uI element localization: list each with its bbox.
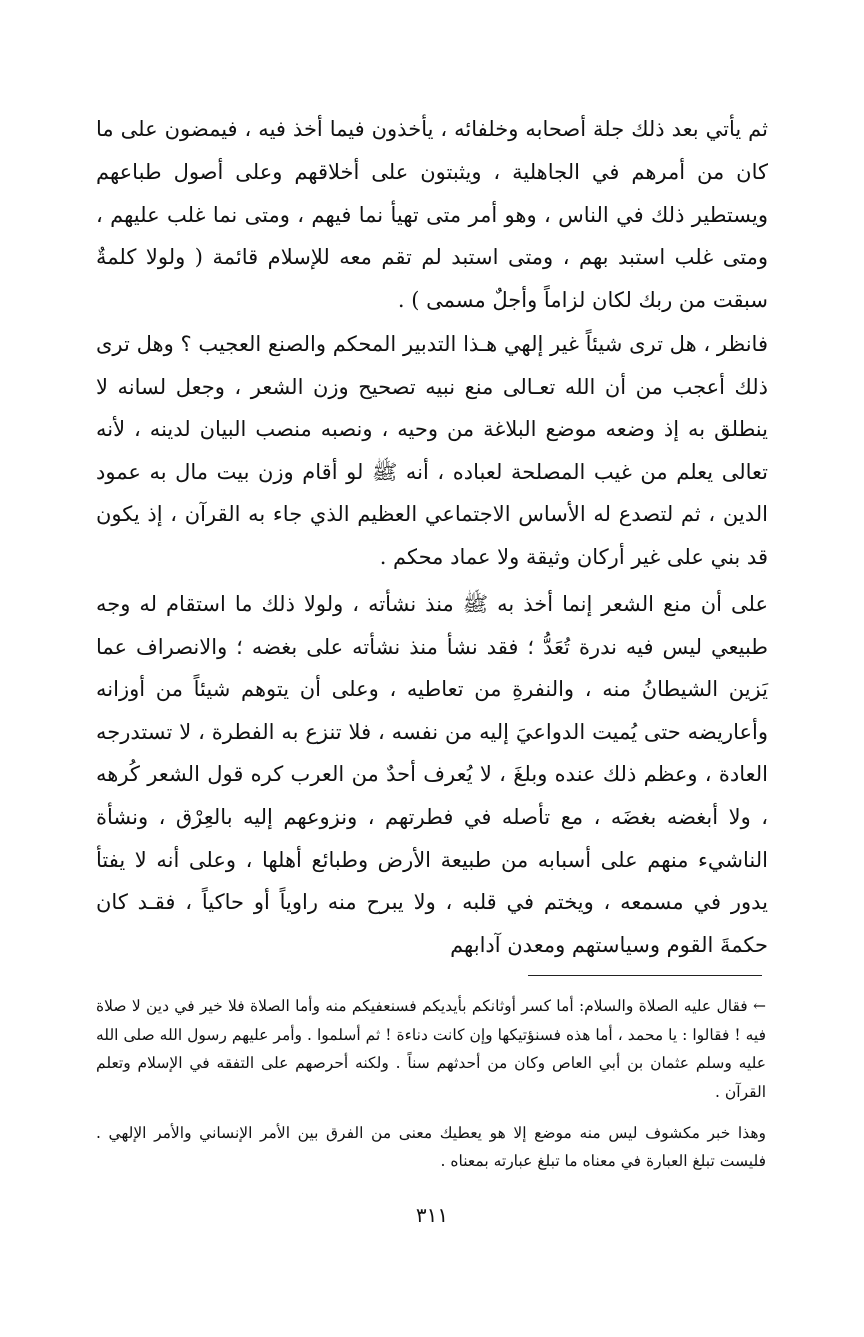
body-paragraph-2: فانظر ، هل ترى شيئاً غير إلهي هـذا التدبير المحكم والصنع العجيب ؟ وهل ترى ذلك أعجب من أن الله تعـالى منع نبيه تصحيح وزن الشعر ، وجعل لسانه لا ينطلق به إذ وضعه موضع البلاغة من وحيه ، ونصبه منصب البيان لدينه ، لأنه تعالى يعلم من غيب المصلحة لعباده ، أنه ﷺ لو أقام وزن بيت مال به عمود الدين ، ثم لتصدع له الأساس الاجتماعي العظيم الذي جاء به القرآن ، إذ يكون قد بني على غير أركان وثيقة ولا عماد محكم .: [96, 332, 768, 569]
body-paragraph-1: ثم يأتي بعد ذلك جلة أصحابه وخلفائه ، يأخذون فيما أخذ فيه ، فيمضون على ما كان من أمرهم في الجاهلية ، ويثبتون على أخلاقهم وعلى أصول طباعهم ويستطير ذلك في الناس ، وهو أمر متى تهيأ نما فيهم ، ومتى نما غلب عليهم ، ومتى غلب استبد بهم ، ومتى استبد لم تقم معه للإسلام قائمة ( ولولا كلمةٌ سبقت من ربك لكان لزاماً وأجلٌ مسمى ) .: [96, 117, 768, 313]
footnote-1: ← فقال عليه الصلاة والسلام: أما كسر أوثانكم بأيديكم فسنعفيكم منه وأما الصلاة فلا خير في دين لا صلاة فيه ! فقالوا : يا محمد ، أما هذه فسنؤتيكها وإن كانت دناءة ! ثم أسلموا . وأمر عليهم رسول الله صلى الله عليه وسلم عثمان بن أبي العاص وكان من أحدثهم سناً . ولكنه أحرصهم على التفقه في الإسلام وتعلم القرآن .: [96, 997, 766, 1101]
footnote-2: وهذا خبر مكشوف ليس منه موضع إلا هو يعطيك معنى من الفرق بين الأمر الإنساني والأمر الإلهي . فليست تبلغ العبارة في معناه ما تبلغ عبارته بمعناه .: [96, 1124, 766, 1170]
page-number: ٣١١: [415, 1203, 449, 1227]
body-paragraph-3: على أن منع الشعر إنما أخذ به ﷺ منذ نشأته ، ولولا ذلك ما استقام له وجه طبيعي ليس فيه ندرة تُعَدُّ ؛ فقد نشأ منذ نشأته على بغضه ؛ والانصراف عما يَزين الشيطانُ منه ، والنفرةِ من تعاطيه ، وعلى أن يتوهم شيئاً من أوزانه وأعاريضه حتى يُميت الدواعيَ إليه من نفسه ، فلا تنزع به الفطرة ، لا تستدرجه العادة ، وعظم ذلك عنده وبلغَ ، لا يُعرف أحدٌ من العرب كره قول الشعر كُرهه ، ولا أبغضه بغضَه ، مع تأصله في فطرتهم ، ونزوعهم إليه بالعِرْق ، ونشأة الناشيء منهم على أسبابه من طبيعة الأرض وطبائع أهلها ، وعلى أنه لا يفتأ يدور في مسمعه ، ويختم في قلبه ، ولا يبرح منه راوياً أو حاكياً ، فقـد كان حكمةَ القوم وسياستهم ومعدن آدابهم: [96, 592, 768, 957]
footnote-divider: [528, 975, 762, 976]
